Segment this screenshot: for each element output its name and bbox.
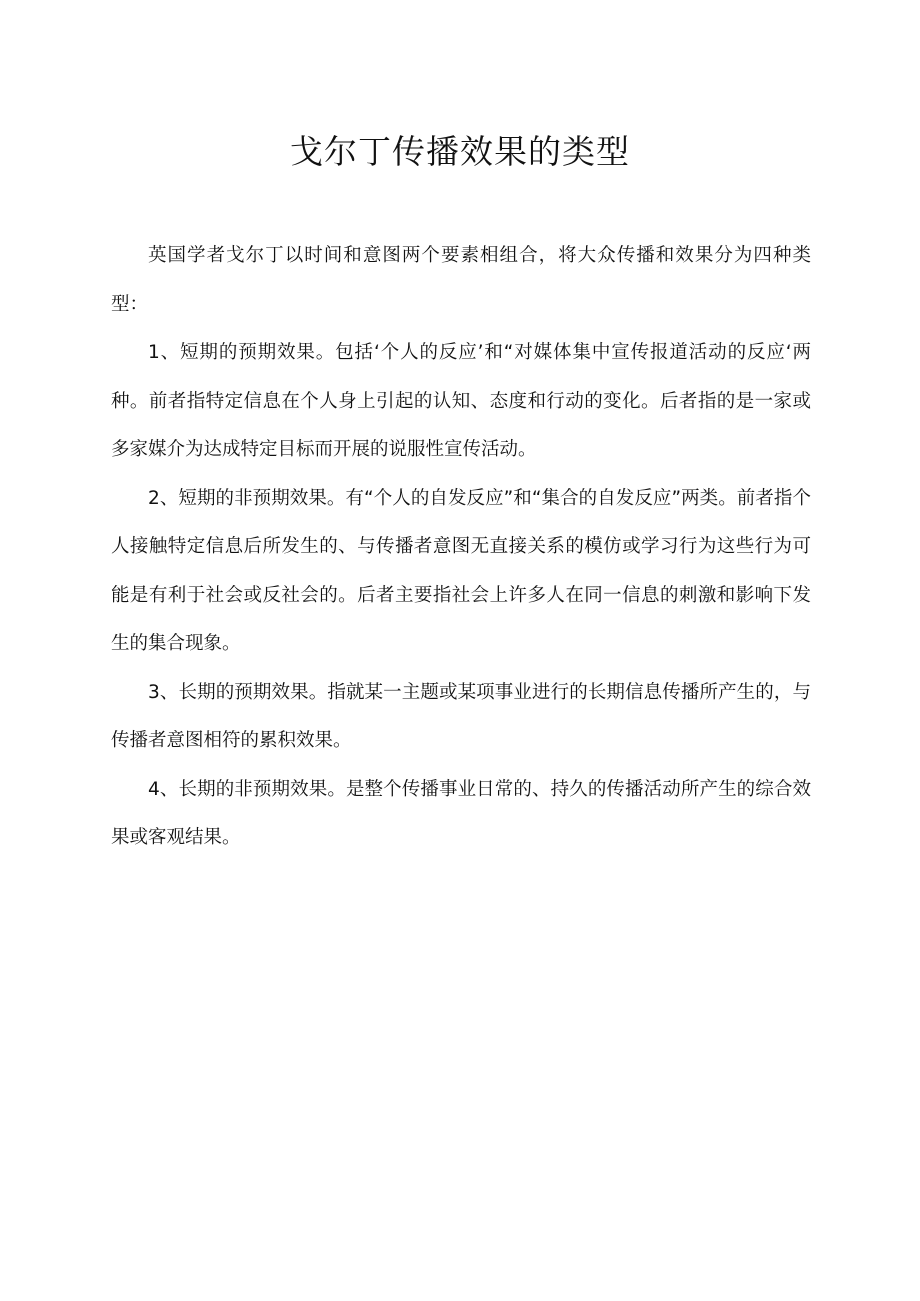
- paragraph-short-term-unintended: 2、短期的非预期效果。有“个人的自发反应”和“集合的自发反应”两类。前者指个人接触特定信息后所发生的、与传播者意图无直接关系的模仿或学习行为这些行为可能是有利于社会或反社会的。后者主要指社会上许多人在同一信息的刺激和影响下发生的集合现象。: [111, 487, 811, 654]
- paragraph-long-term-intended: 3、长期的预期效果。指就某一主题或某项事业进行的长期信息传播所产生的，与传播者意图相符的累积效果。: [111, 681, 811, 751]
- paragraph-short-term-intended: 1、短期的预期效果。包括‘个人的反应’和“对媒体集中宣传报道活动的反应‘两种。前者指特定信息在个人身上引起的认知、态度和行动的变化。后者指的是一家或多家媒介为达成特定目标而开展的说服性宣传活动。: [111, 342, 811, 460]
- paragraph-long-term-unintended: 4、长期的非预期效果。是整个传播事业日常的、持久的传播活动所产生的综合效果或客观结果。: [111, 778, 811, 848]
- document-title: 戈尔丁传播效果的类型: [290, 132, 630, 171]
- document-body: [111, 232, 811, 863]
- intro-paragraph: 英国学者戈尔丁以时间和意图两个要素相组合，将大众传播和效果分为四种类型：: [111, 245, 811, 315]
